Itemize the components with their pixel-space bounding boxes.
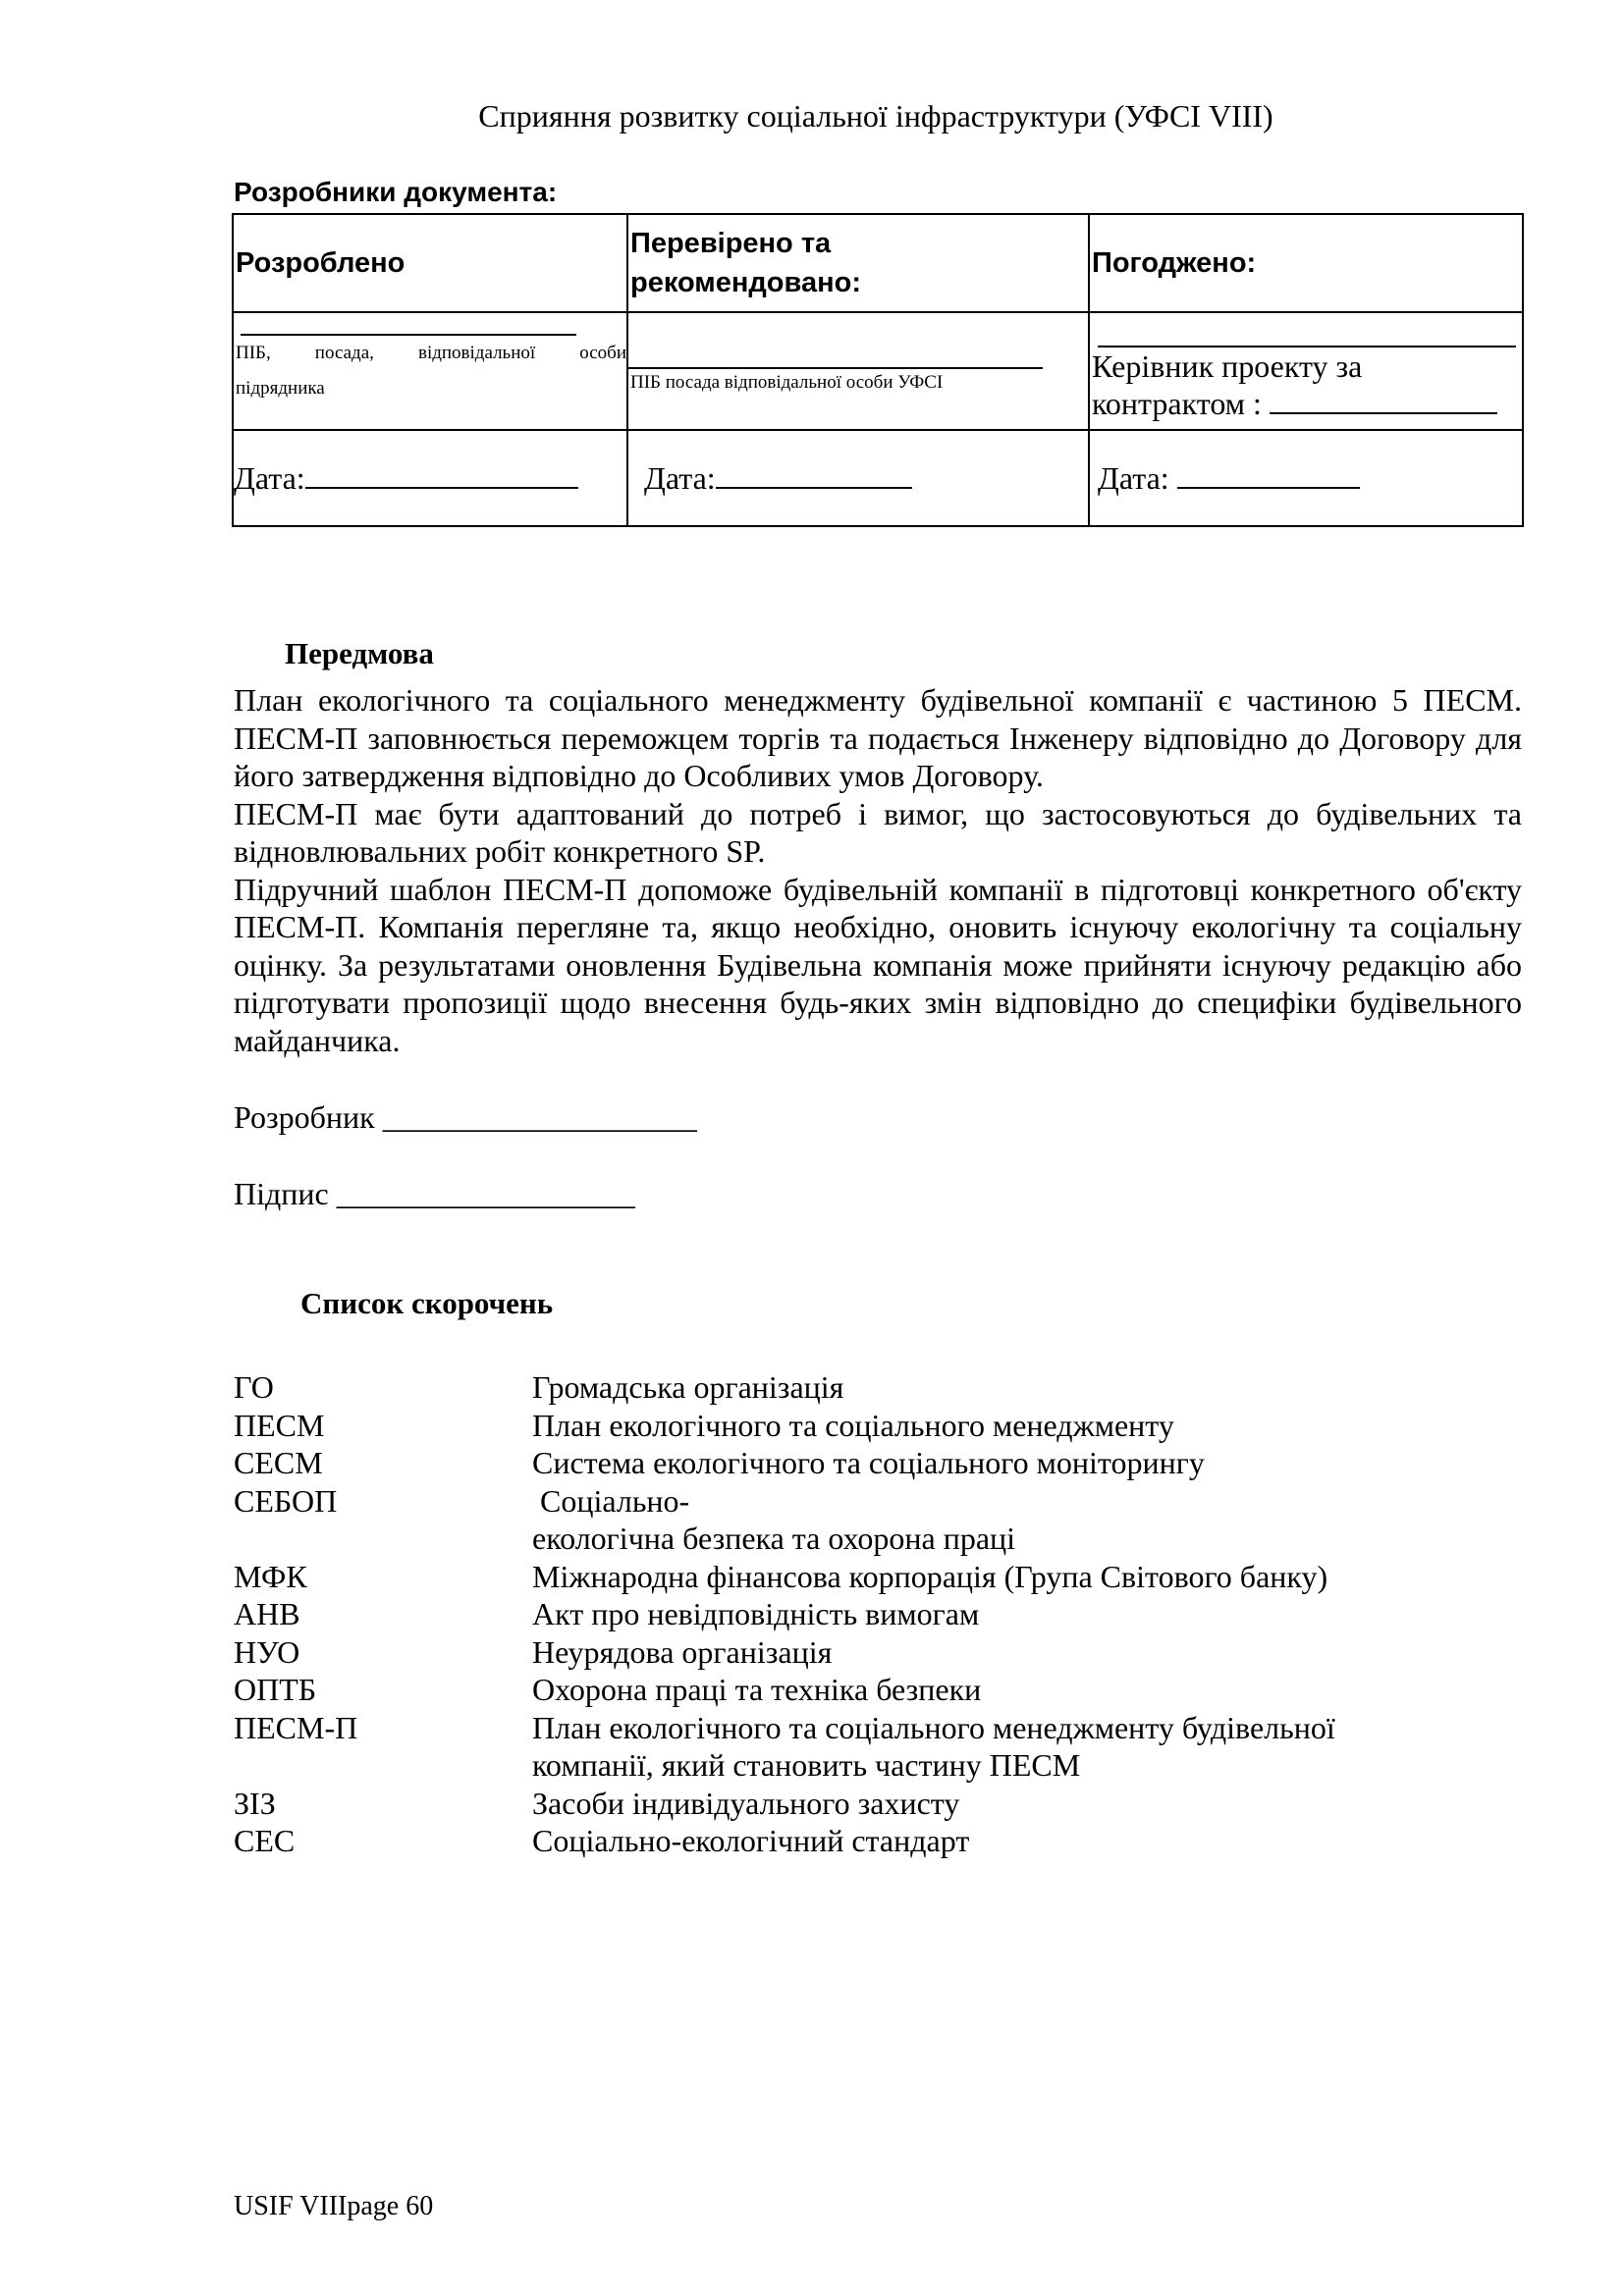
abbreviation-row [234,1746,1530,1785]
abbreviation-key: НУО [234,1633,300,1670]
sig-cell-manager: Керівник проекту за контрактом : [1089,312,1523,430]
abbreviation-key: СЕСМ [234,1445,323,1480]
date-blank[interactable] [305,459,578,489]
abbreviation-value: компанії, який становить частину ПЕСМ [532,1747,1081,1783]
abbreviation-row [234,1558,1530,1596]
signature-line-text: Підпис ___________________ [234,1176,635,1211]
developer-signature-line: Розробник ____________________ [234,1099,697,1135]
abbreviations-list [234,1368,1530,1860]
abbreviations-title: Список скорочень [300,1286,554,1320]
header-developed: Розроблено [233,214,627,312]
abbreviation-value: Соціально- [532,1482,690,1519]
abbreviation-value: Акт про невідповідність вимогам [532,1596,980,1631]
abbreviation-value: Міжнародна фінансова корпорація (Група Світового банку) [532,1558,1328,1594]
abbreviation-value: Охорона праці та техніка безпеки [532,1672,982,1707]
header-checked: Перевірено та рекомендовано: [627,214,1089,312]
abbreviation-row [234,1595,1530,1633]
foreword-text [234,681,1522,1059]
foreword-paragraph: План екологічного та соціального менеджменту будівельної компанії є частиною 5 ПЕСМ. ПЕСМ-П заповнюється переможцем торгів та подається Інженеру відповідно до Договору для його затвердження відповідно до Особливих умов Договору. [234,682,1522,793]
developers-label: Розробники документа: [234,177,558,207]
date-cell-1: Дата: [233,430,627,526]
abbreviation-key: МФК [234,1558,307,1594]
abbreviation-row [234,1633,1530,1672]
abbreviation-key: ГО [234,1369,274,1405]
contractor-label: підрядника [236,378,325,399]
page-footer: USIF VIIIpage 60 [234,2191,434,2221]
abbreviation-value: План екологічного та соціального менеджменту будівельної [532,1709,1335,1745]
header-approved: Погоджено: [1089,214,1523,312]
foreword-title: Передмова [285,636,434,670]
foreword-paragraph: ПЕСМ-П має бути адаптований до потреб і вимог, що застосовуються до будівельних та відновлювальних робіт конкретного SP. [234,795,1522,869]
abbreviation-key: ПЕСМ [234,1407,325,1443]
abbreviation-row [234,1822,1530,1860]
abbreviation-key: АНВ [234,1596,300,1631]
abbreviation-row [234,1785,1530,1823]
abbreviation-key: СЕБОП [234,1482,338,1519]
abbreviation-key: ПЕСМ-П [234,1709,358,1745]
date-blank[interactable] [1177,459,1360,489]
usif-responsible-label: ПІБ посада відповідальної особи УФСІ [630,372,944,393]
abbreviation-row [234,1444,1530,1482]
developers-table [232,213,1524,527]
page-header: Сприяння розвитку соціальної інфраструктури (УФСІ VIII) [478,98,1273,133]
foreword-paragraph: Підручний шаблон ПЕСМ-П допоможе будівельній компанії в підготовці конкретного об'єкту ПЕСМ-П. Компанія перегляне та, якщо необхідно, оновить існуючу екологічну та соціальну оцінку. За результатами оновлення Будівельна компанія може прийняти існуючу редакцію або підготувати пропозиції щодо внесення будь-яких змін відповідно до специфіки будівельного майданчика. [234,871,1522,1058]
abbreviation-row [234,1671,1530,1709]
sig-cell-contractor: ПІБ, посада, відповідальної особи підрядника [233,312,627,430]
abbreviation-key: ОПТБ [234,1672,317,1707]
abbreviation-value: екологічна безпека та охорона праці [532,1521,1016,1556]
sig-cell-usif [627,312,1089,430]
abbreviation-row [234,1520,1530,1558]
abbreviation-row [234,1368,1530,1407]
abbreviation-row [234,1709,1530,1747]
abbreviation-value: План екологічного та соціального менеджменту [532,1407,1174,1443]
abbreviation-key [234,1520,532,1558]
abbreviation-value: Громадська організація [532,1369,844,1405]
abbreviation-row [234,1482,1530,1521]
abbreviation-value: Неурядова організація [532,1633,833,1670]
date-cell-2: Дата: [627,430,1089,526]
abbreviation-key: ЗІЗ [234,1785,276,1821]
abbreviation-row [234,1407,1530,1445]
abbreviation-value: Соціально-екологічний стандарт [532,1823,970,1858]
date-blank[interactable] [716,459,912,489]
abbreviation-key: СЕС [234,1823,296,1858]
abbreviation-key [234,1746,532,1785]
abbreviation-value: Система екологічного та соціального моніторингу [532,1445,1205,1480]
abbreviation-value: Засоби індивідуального захисту [532,1785,960,1821]
date-cell-3: Дата: [1089,430,1523,526]
